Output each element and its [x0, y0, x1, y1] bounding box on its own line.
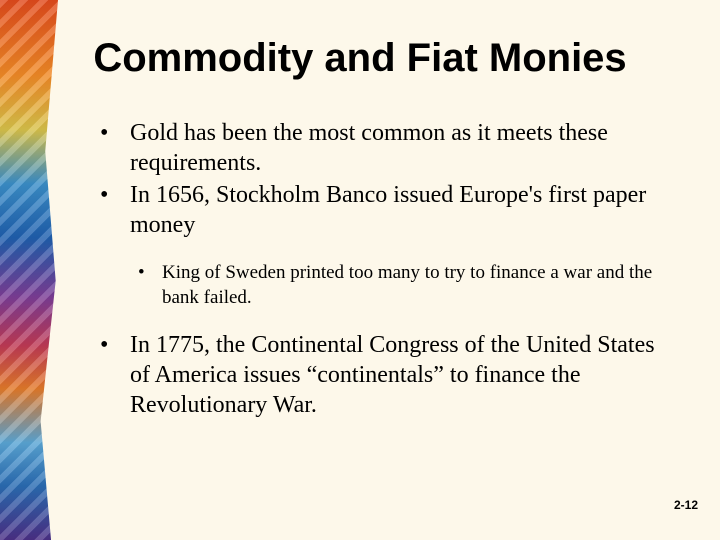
bullet-marker: •	[100, 120, 109, 146]
page-number: 2-12	[673, 498, 698, 512]
bullet-text: In 1656, Stockholm Banco issued Europe's first paper money	[130, 182, 647, 238]
bullet-text: King of Sweden printed too many to try to finance a war and the bank failed.	[162, 262, 653, 308]
bullet-marker: •	[100, 182, 109, 208]
bullet-item	[100, 330, 680, 420]
bullet-item	[100, 180, 680, 240]
sub-bullet-item	[138, 260, 680, 310]
bullet-marker: •	[100, 332, 109, 358]
decorative-stripe-texture	[0, 0, 58, 540]
slide-title: Commodity and Fiat Monies	[93, 36, 627, 80]
bullet-marker: •	[138, 262, 145, 283]
bullet-text: Gold has been the most common as it meets these requirements.	[130, 120, 608, 176]
bullet-item	[100, 118, 680, 178]
bullet-list	[100, 118, 680, 422]
bullet-text: In 1775, the Continental Congress of the United States of America issues “continentals” to finance the Revolutionary War.	[130, 332, 655, 418]
